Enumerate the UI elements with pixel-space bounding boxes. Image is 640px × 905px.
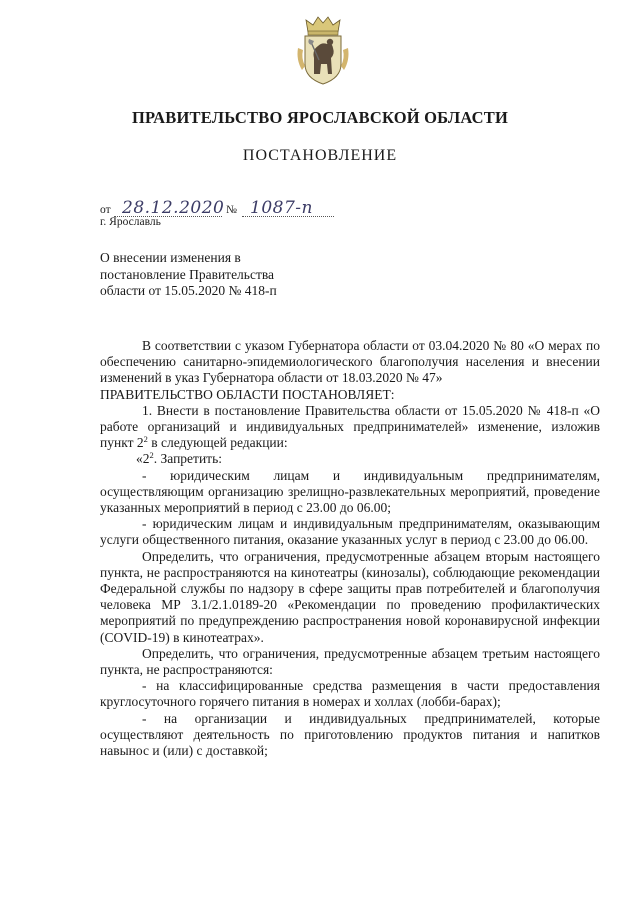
date-number-line xyxy=(100,196,440,218)
paragraph: Определить, что ограничения, предусмотренные абзацем вторым настоящего пункта, не распространяются на кинотеатры (кинозалы), соблюдающие рекомендации Федеральной службы по надзору в сфере защиты прав потребителей и благополучия человека МР 3.1/2.1.0189-20 «Рекомендации по проведению профилактических мероприятий по предупреждению распространения новой коронавирусной инфекции (COVID-19) в кинотеатрах». xyxy=(100,548,600,645)
dash-item: - на классифицированные средства размещения в части предоставления круглосуточного горячего питания в номерах и холлах (лобби-барах); xyxy=(100,678,600,710)
number-prefix: № xyxy=(226,204,237,216)
date-prefix: от xyxy=(100,204,111,216)
coat-of-arms-icon xyxy=(292,12,354,88)
document-body xyxy=(100,338,600,759)
preamble-paragraph: В соответствии с указом Губернатора области от 03.04.2020 № 80 «О мерах по обеспечению санитарно-эпидемиологического благополучия населения и внесении изменений в указ Губернатора области от 18.03.2020 № 47» xyxy=(100,338,600,386)
subject-line: О внесении изменения в xyxy=(100,250,241,265)
decree-line: ПРАВИТЕЛЬСТВО ОБЛАСТИ ПОСТАНОВЛЯЕТ: xyxy=(100,386,395,402)
dash-item: - юридическим лицам и индивидуальным предпринимателям, оказывающим услуги общественного питания, оказание указанных услуг в период с 23.00 до 06.00. xyxy=(100,516,600,548)
item-1-paragraph: 1. Внести в постановление Правительства области от 15.05.2020 № 418-п «О работе организаций и индивидуальных предпринимателей» изменение, изложив пункт $2^2$ в следующей редакции: xyxy=(100,402,600,451)
handwritten-date: 28.12.2020 xyxy=(122,198,225,218)
point-heading: «$2^2$. Запретить: xyxy=(136,450,222,467)
subject-line: области от 15.05.2020 № 418-п xyxy=(100,283,277,298)
government-title: ПРАВИТЕЛЬСТВО ЯРОСЛАВСКОЙ ОБЛАСТИ xyxy=(131,108,509,127)
dash-item: - юридическим лицам и индивидуальным предпринимателям, осуществляющим организацию зрелищно-развлекательных мероприятий, проведение указанных мероприятий в период с 23.00 до 06.00; xyxy=(100,467,600,516)
city-label: г. Ярославль xyxy=(100,216,161,228)
document-type: ПОСТАНОВЛЕНИЕ xyxy=(242,147,398,164)
subject-line: постановление Правительства xyxy=(100,266,275,282)
dash-item: - на организации и индивидуальных предпринимателей, которые осуществляют деятельность по приготовлению продуктов питания и напитков навынос и (или) с доставкой; xyxy=(100,710,600,759)
paragraph: Определить, что ограничения, предусмотренные абзацем третьим настоящего пункта, не распространяются: xyxy=(100,645,600,678)
handwritten-number: 1087-п xyxy=(250,198,313,218)
document-subject xyxy=(100,250,360,300)
